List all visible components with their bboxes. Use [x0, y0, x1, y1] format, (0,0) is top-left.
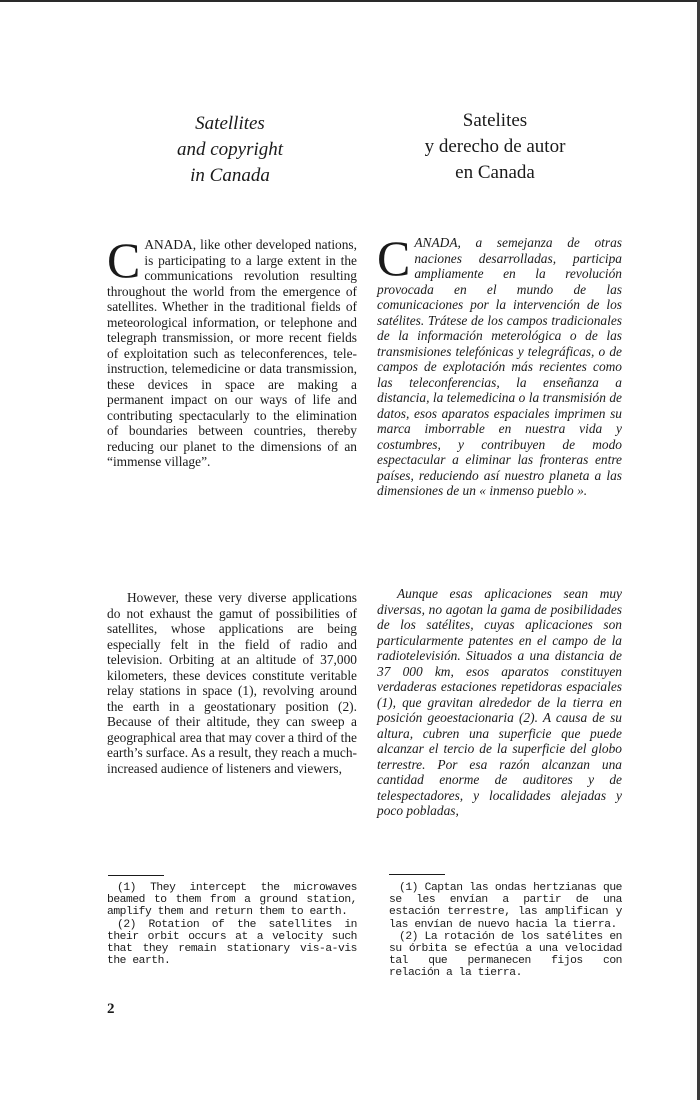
english-paragraph-2-text: However, these very diverse applications do not exhaust the gamut of possibilities of satellites, whose applications are being especially felt in the field of radio and television. Orbiting at an altitude of 37,000 kilometers, these devices constitute veritable relay stations in space (1), revolving around the earth in a geostationary position (2). Because of their altitude, they can sweep a geographical area that may cover a third of the earth’s surface. As a result, they reach a much-increased audience of listeners and viewers,	[107, 590, 357, 776]
title-spanish-line-1: Satelites	[462, 110, 528, 131]
english-paragraph-2	[107, 590, 357, 776]
english-paragraph-1-text: ANADA, like other developed nations, is participating to a large extent in the communications revolution resulting throughout the world from the emergence of satellites. Whether in the traditional fields of meteorological information, or telephone and telegraph transmission, or more recent fields of exploitation such as teleconferences, tele-instruction, telemedicine or data transmission, these devices in space are making a permanent impact on our ways of life and contributing spectacularly to the elimination of boundaries between countries, thereby reducing our planet to the dimensions of an “immense village”.	[107, 237, 357, 469]
spanish-drop-cap: C	[377, 230, 411, 286]
footnote-spanish-2: (2) La rotación de los satélites en su órbita se efectúa a una velocidad tal que permanecen fijos con relación a la tierra.	[389, 930, 622, 980]
footnote-english-2: (2) Rotation of the satellites in their orbit occurs at a velocity such that they remain stationary vis-a-vis the earth.	[107, 918, 357, 968]
footnotes-spanish	[389, 882, 622, 980]
page-number: 2	[107, 1001, 115, 1017]
english-paragraph-1	[107, 232, 357, 470]
footnote-rule-spanish	[389, 874, 445, 875]
spanish-paragraph-1-text: ANADA, a semejanza de otras naciones desarrolladas, participa ampliamente en la revolución provocada en el mundo de las comunicaciones por la intervención de los satélites. Trátese de los campos tradicionales de la información meterológica o de las transmisiones telefónicas y telegráficas, o de campos de explotación más recientes como las teleconferencias, la enseñanza a distancia, la telemedicina o la transmisión de datos, esos aparatos espaciales imprimen su marca imborrable en nuestra vida y costumbres, y contribuyen de modo espectacular a eliminar las fronteras entre países, reduciendo así nuestro planeta a las dimensiones de un « inmenso pueblo ».	[377, 235, 622, 498]
title-english-line-2: and copyright	[176, 139, 284, 160]
spanish-paragraph-1	[377, 230, 622, 499]
top-border-line	[0, 0, 700, 2]
title-english-line-3: in Canada	[190, 165, 270, 186]
footnote-rule-english	[108, 875, 164, 876]
footnote-english-1: (1) They intercept the microwaves beamed to them from a ground station, amplify them and return them to earth.	[107, 882, 357, 919]
footnote-spanish-1: (1) Captan las ondas hertzianas que se les envían a partir de una estación terrestre, las amplifican y las envían de nuevo hacia la tierra.	[389, 882, 622, 931]
english-drop-cap: C	[107, 232, 141, 288]
title-spanish-line-3: en Canada	[455, 162, 535, 183]
title-spanish	[395, 108, 595, 186]
spanish-paragraph-2	[377, 586, 622, 819]
title-english-line-1: Satellites	[195, 113, 265, 134]
footnotes-english	[107, 882, 357, 967]
title-english	[130, 111, 330, 189]
spanish-paragraph-2-text: Aunque esas aplicaciones sean muy diversas, no agotan la gama de posibilidades de los satélites, cuyas aplicaciones son particularmente patentes en el campo de la radiotelevisión. Situados a una distancia de 37 000 km, esos aparatos constituyen verdaderas estaciones repetidoras espaciales (1), que gravitan alrededor de la tierra en posición geoestacionaria (2). A causa de su altura, cubren una superficie que puede alcanzar el tercio de la superficie del globo terrestre. Por esa razón alcanzan una cantidad enorme de auditores y de telespectadores, y localidades alejadas y poco pobladas,	[377, 586, 622, 818]
title-spanish-line-2: y derecho de autor	[424, 136, 566, 157]
